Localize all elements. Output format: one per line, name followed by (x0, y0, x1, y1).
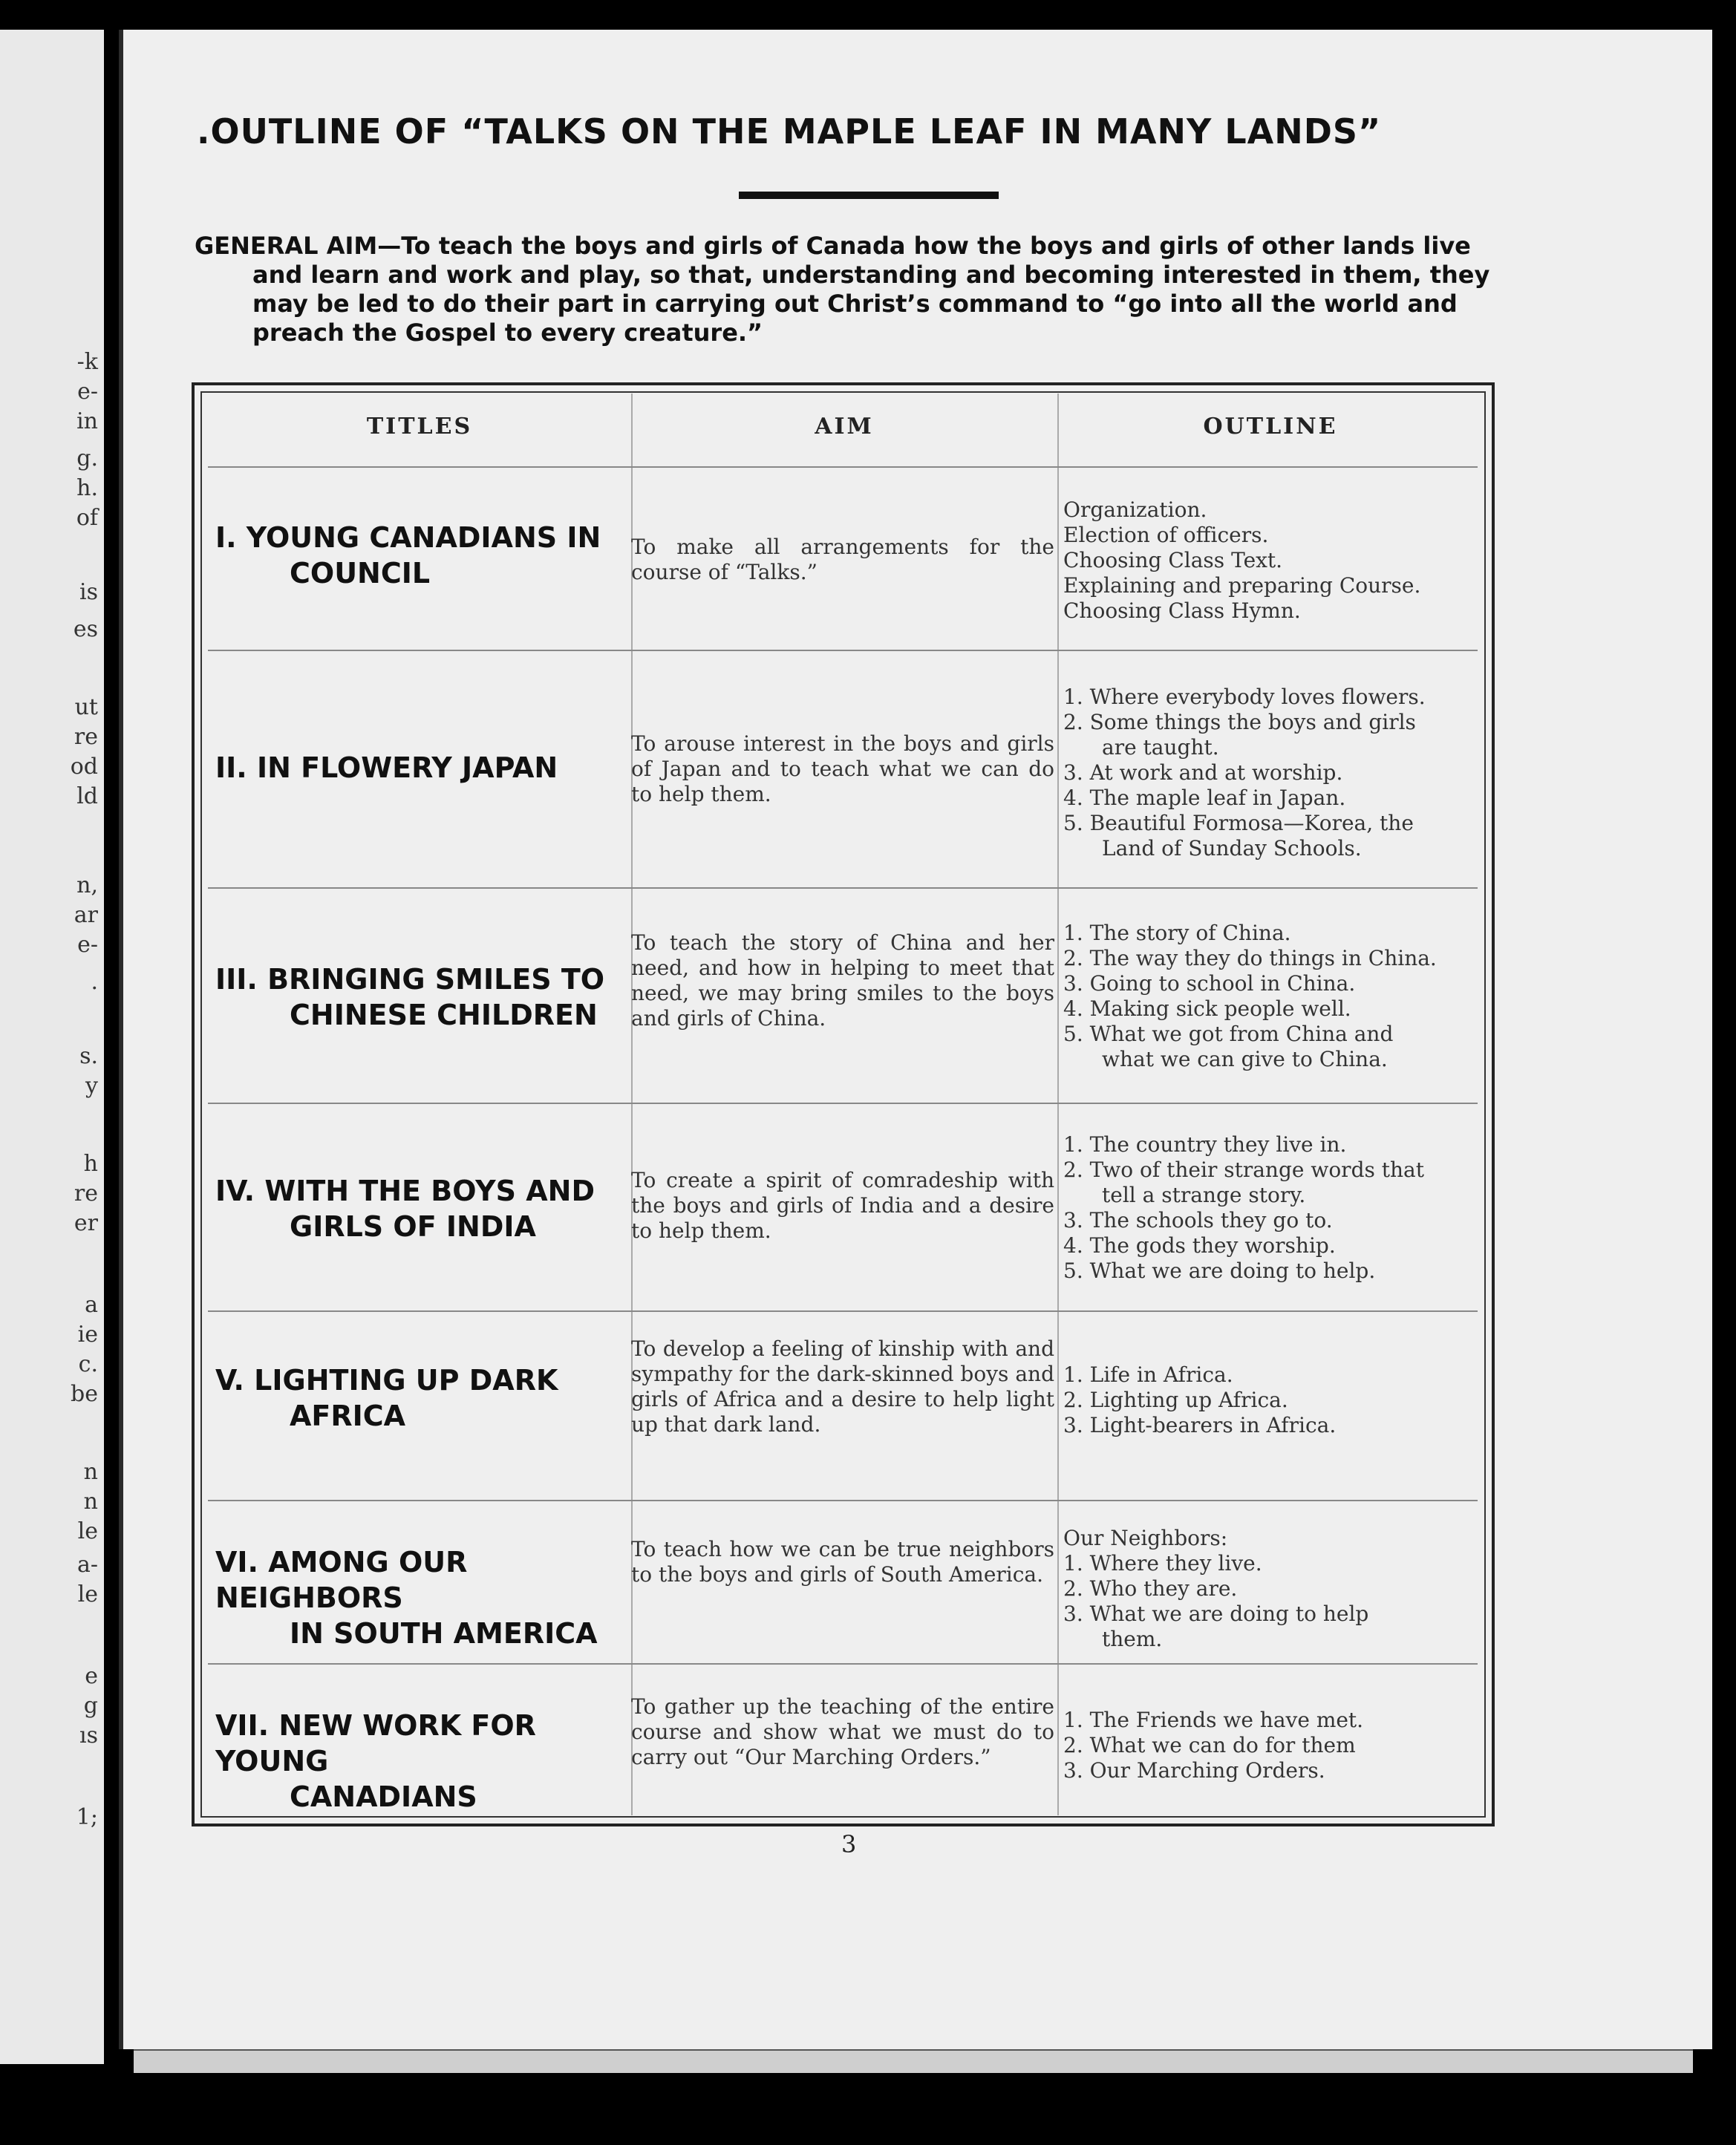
row-title-line1: VII. NEW WORK FOR YOUNG (215, 1709, 536, 1777)
outline-item: 2. Some things the boys and girls (1063, 710, 1416, 734)
margin-fragment: a (85, 1292, 98, 1318)
row-title-line2: GIRLS OF INDIA (290, 1210, 536, 1243)
row-divider (208, 887, 1478, 889)
row-aim: To create a spirit of comradeship with the boys and girls of India and a desire to help them. (631, 1168, 1054, 1243)
row-title-line1: VI. AMONG OUR NEIGHBORS (215, 1546, 468, 1614)
row-title-line1: III. BRINGING SMILES TO (215, 963, 605, 996)
margin-fragment: re (74, 1181, 98, 1207)
outline-item: 2. Two of their strange words that (1063, 1158, 1424, 1182)
row-divider (208, 1663, 1478, 1665)
outline-item: 4. The maple leaf in Japan. (1063, 786, 1346, 810)
margin-fragment: c. (78, 1351, 98, 1377)
row-outline (1063, 1526, 1483, 1652)
row-outline (1063, 1132, 1483, 1284)
row-aim: To develop a feeling of kinship with and sympathy for the dark-skinned boys and girls of Africa and a desire to help light up that dark land. (631, 1336, 1054, 1437)
margin-fragment: ld (76, 783, 98, 809)
row-title-line1: I. YOUNG CANADIANS IN (215, 521, 601, 554)
row-outline (1063, 921, 1483, 1072)
general-aim-rest: and learn and work and play, so that, understanding and becoming interested in them, they may be led to do their part in carrying out Christ’s command to “go into all the world and preach the Gospel to every creature.” (252, 261, 1490, 347)
row-title (215, 750, 631, 786)
outline-item: 5. What we got from China and (1063, 1022, 1394, 1046)
outline-item: 2. Who they are. (1063, 1576, 1238, 1601)
row-title (215, 962, 631, 1033)
general-aim-line1: GENERAL AIM—To teach the boys and girls of Canada how the boys and girls of other lands live (195, 232, 1471, 260)
row-title-line2: CHINESE CHILDREN (290, 999, 598, 1031)
margin-fragment: ie (77, 1322, 98, 1348)
page-number: 3 (841, 1830, 857, 1858)
margin-fragment: n (83, 1459, 98, 1485)
outline-item: 3. At work and at worship. (1063, 760, 1343, 785)
row-title (215, 1173, 631, 1244)
row-divider (208, 1500, 1478, 1501)
row-outline (1063, 1362, 1483, 1438)
margin-fragment: le (77, 1518, 98, 1544)
margin-fragment: re (74, 724, 98, 750)
row-divider (208, 466, 1478, 468)
margin-fragment: e (85, 1663, 98, 1689)
row-title (215, 1362, 631, 1434)
adjacent-page-strip (0, 30, 104, 2064)
row-outline (1063, 497, 1483, 624)
row-title-line2: AFRICA (290, 1400, 406, 1432)
row-divider (208, 1310, 1478, 1312)
column-divider (631, 394, 633, 1815)
margin-fragment: y (85, 1073, 98, 1099)
row-title (215, 520, 631, 591)
row-aim: To make all arrangements for the course of “Talks.” (631, 535, 1054, 584)
outline-item: 1. Life in Africa. (1063, 1362, 1233, 1387)
row-title (215, 1708, 631, 1815)
page-bottom-edge (134, 2049, 1693, 2073)
margin-fragment: n, (76, 872, 98, 898)
row-title (215, 1544, 631, 1651)
outline-item: 5. What we are doing to help. (1063, 1258, 1376, 1283)
row-title-line1: V. LIGHTING UP DARK (215, 1364, 558, 1397)
outline-item: Our Neighbors: (1063, 1526, 1228, 1550)
outline-item: 2. Lighting up Africa. (1063, 1388, 1288, 1412)
row-title-line1: II. IN FLOWERY JAPAN (215, 751, 558, 784)
page-title: .OUTLINE OF “TALKS ON THE MAPLE LEAF IN MANY LANDS” (197, 111, 1382, 151)
outline-item: 3. Our Marching Orders. (1063, 1758, 1325, 1783)
outline-item: Choosing Class Text. (1063, 548, 1283, 572)
margin-fragment: of (76, 505, 98, 531)
header-titles: TITLES (366, 414, 473, 440)
outline-item: Election of officers. (1063, 523, 1269, 547)
outline-item: 3. Light-bearers in Africa. (1063, 1413, 1337, 1437)
margin-fragment: be (71, 1381, 98, 1407)
outline-item: them. (1102, 1627, 1163, 1651)
margin-fragment: e- (77, 932, 98, 958)
outline-item: 1. Where they live. (1063, 1551, 1262, 1576)
margin-fragment: a- (76, 1552, 98, 1578)
row-divider (208, 650, 1478, 651)
row-title-line2: CANADIANS (290, 1780, 477, 1813)
outline-item: 1. Where everybody loves flowers. (1063, 685, 1426, 709)
outline-item: 2. The way they do things in China. (1063, 946, 1437, 970)
outline-item: tell a strange story. (1102, 1183, 1306, 1207)
margin-fragment: od (70, 754, 98, 780)
row-title-line1: IV. WITH THE BOYS AND (215, 1175, 595, 1207)
row-aim: To teach the story of China and her need, and how in helping to meet that need, we may bring smiles to the boys and girls of China. (631, 930, 1054, 1031)
outline-item: what we can give to China. (1102, 1047, 1388, 1071)
outline-item: 3. Going to school in China. (1063, 971, 1356, 996)
column-divider (1057, 394, 1059, 1815)
margin-fragment: e- (77, 379, 98, 405)
row-outline (1063, 685, 1483, 861)
outline-item: 3. The schools they go to. (1063, 1208, 1333, 1233)
general-aim (195, 232, 1509, 347)
outline-item: 2. What we can do for them (1063, 1733, 1356, 1757)
margin-fragment: is (79, 579, 98, 605)
outline-item: are taught. (1102, 735, 1219, 760)
title-underline (739, 192, 999, 199)
margin-fragment: 1; (76, 1804, 98, 1830)
outline-item: Organization. (1063, 497, 1207, 522)
margin-fragment: h (83, 1151, 98, 1177)
margin-fragment: ıs (79, 1723, 98, 1749)
margin-fragment: . (91, 969, 98, 995)
margin-fragment: s. (79, 1043, 98, 1069)
outline-item: 4. Making sick people well. (1063, 996, 1351, 1021)
outline-item: Choosing Class Hymn. (1063, 598, 1301, 623)
margin-fragment: g (83, 1693, 98, 1719)
outline-item: 1. The Friends we have met. (1063, 1708, 1364, 1732)
row-aim: To gather up the teaching of the entire course and show what we must do to carry out “Our Marching Orders.” (631, 1694, 1054, 1769)
outline-item: 3. What we are doing to help (1063, 1602, 1369, 1626)
header-aim: AIM (815, 414, 874, 440)
margin-fragment: g. (76, 445, 98, 471)
outline-item: 4. The gods they worship. (1063, 1233, 1336, 1258)
outline-item: Explaining and preparing Course. (1063, 573, 1421, 598)
margin-fragment: er (74, 1210, 98, 1236)
outline-item: 1. The story of China. (1063, 921, 1291, 945)
row-outline (1063, 1708, 1483, 1783)
row-aim: To teach how we can be true neighbors to the boys and girls of South America. (631, 1537, 1054, 1587)
margin-fragment: ut (74, 694, 98, 720)
outline-item: 5. Beautiful Formosa—Korea, the (1063, 811, 1414, 835)
margin-fragment: -k (76, 349, 98, 375)
margin-fragment: n (83, 1489, 98, 1515)
header-outline: OUTLINE (1203, 414, 1338, 440)
margin-fragment: le (77, 1581, 98, 1607)
row-title-line2: COUNCIL (290, 557, 431, 590)
row-aim: To arouse interest in the boys and girls of Japan and to teach what we can do to help them. (631, 731, 1054, 806)
margin-fragment: ar (74, 902, 98, 928)
outline-item: Land of Sunday Schools. (1102, 836, 1362, 861)
margin-fragment: h. (76, 475, 98, 501)
margin-fragment: es (73, 616, 98, 642)
row-title-line2: IN SOUTH AMERICA (290, 1617, 598, 1650)
outline-item: 1. The country they live in. (1063, 1132, 1347, 1157)
margin-fragment: in (76, 408, 98, 434)
row-divider (208, 1103, 1478, 1104)
